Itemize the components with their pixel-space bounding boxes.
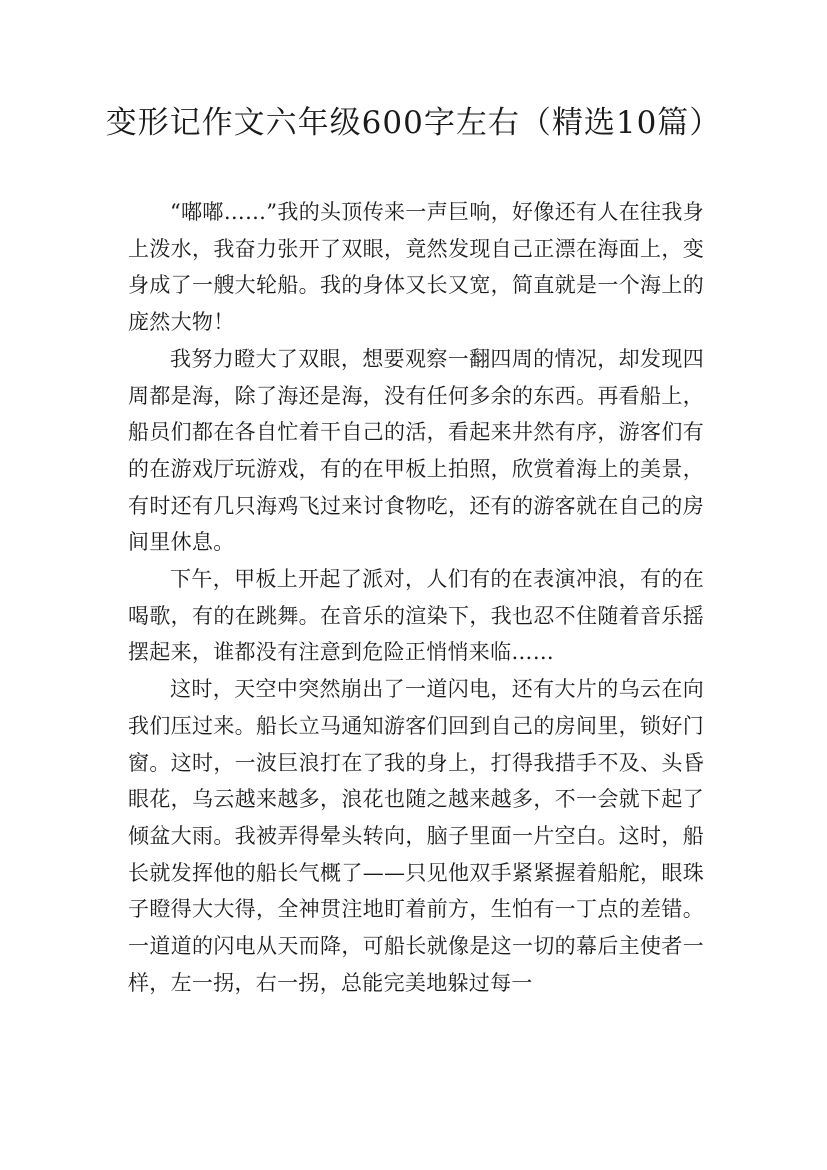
document-title: 变形记作文六年级600字左右（精选10篇）: [105, 105, 722, 141]
paragraph-1: “嘟嘟……”我的头顶传来一声巨响，好像还有人在往我身上泼水，我奋力张开了双眼，竟然发现自己正漂在海面上，变身成了一艘大轮船。我的身体又长又宽，简直就是一个海上的庞然大物！: [128, 200, 704, 335]
paragraph-2: 我努力瞪大了双眼，想要观察一翻四周的情况，却发现四周都是海，除了海还是海，没有任何多余的东西。再看船上，船员们都在各自忙着干自己的活，看起来井然有序，游客们有的在游戏厅玩游戏，有的在甲板上拍照，欣赏着海上的美景，有时还有几只海鸡飞过来讨食物吃，还有的游客就在自己的房间里休息。: [128, 346, 704, 555]
document-body: [128, 194, 704, 1001]
paragraph-3: 下午，甲板上开起了派对，人们有的在表演冲浪，有的在喝歌，有的在跳舞。在音乐的渲染下，我也忍不住随着音乐摇摆起来，谁都没有注意到危险正悄悄来临……: [128, 567, 704, 665]
paragraph-4: 这时，天空中突然崩出了一道闪电，还有大片的乌云在向我们压过来。船长立马通知游客们回到自己的房间里，锁好门窗。这时，一波巨浪打在了我的身上，打得我措手不及、头昏眼花，乌云越来越多，浪花也随之越来越多，不一会就下起了倾盆大雨。我被弄得晕头转向，脑子里面一片空白。这时，船长就发挥他的船长气概了——只见他双手紧紧握着船舵，眼珠子瞪得大大得，全神贯注地盯着前方，生怕有一丁点的差错。一道道的闪电从天而降，可船长就像是这一切的幕后主使者一样，左一拐，右一拐，总能完美地躲过每一: [128, 677, 704, 995]
